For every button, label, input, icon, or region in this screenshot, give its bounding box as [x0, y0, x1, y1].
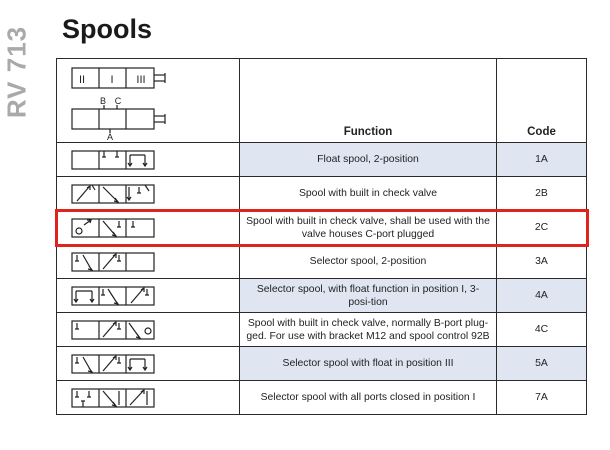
selector-2pos-symbol [57, 245, 240, 278]
function-cell: Selector spool, with float function in position I, 3-posi-tion [240, 279, 497, 313]
spool-symbol-cell [57, 245, 240, 279]
table-row [57, 381, 587, 415]
valve-legend-symbol [57, 61, 240, 141]
table-row [57, 245, 587, 279]
float-spool-symbol [57, 143, 240, 176]
spool-symbol-cell [57, 347, 240, 381]
spool-symbol-cell [57, 381, 240, 415]
spool-symbol-cell [57, 143, 240, 177]
spools-table [56, 58, 587, 415]
header-symbol-cell [57, 59, 240, 143]
function-cell: Float spool, 2-position [240, 143, 497, 177]
check-valve-b-plugged-symbol [57, 313, 240, 346]
spool-symbol-cell [57, 279, 240, 313]
spool-symbol-cell [57, 313, 240, 347]
side-label: RV 713 [1, 25, 32, 119]
code-cell: 5A [497, 347, 587, 381]
port-label-b: B [99, 95, 107, 106]
spool-symbol-cell [57, 211, 240, 245]
position-label-2: I [110, 73, 114, 86]
code-cell: 3A [497, 245, 587, 279]
code-cell: 4C [497, 313, 587, 347]
page-title: Spools [62, 14, 153, 44]
code-cell: 4A [497, 279, 587, 313]
code-cell: 7A [497, 381, 587, 415]
check-valve-spool-symbol [57, 177, 240, 210]
table-row [57, 313, 587, 347]
code-cell: 2B [497, 177, 587, 211]
check-valve-c-plugged-symbol [57, 211, 240, 244]
selector-float-pos1-symbol [57, 279, 240, 312]
function-cell: Selector spool with float in position III [240, 347, 497, 381]
port-label-c: C [114, 95, 122, 106]
port-label-a: A [106, 131, 114, 141]
function-cell: Spool with built in check valve [240, 177, 497, 211]
table-row [57, 279, 587, 313]
code-header: Code [497, 59, 587, 143]
code-cell: 2C [497, 211, 587, 245]
function-cell: Spool with built in check valve, shall be used with the valve houses C-port plugged [240, 211, 497, 245]
function-cell: Selector spool, 2-position [240, 245, 497, 279]
table-header-row [57, 59, 587, 143]
table-row [57, 347, 587, 381]
function-header: Function [240, 59, 497, 143]
selector-float-pos3-symbol [57, 347, 240, 380]
spool-symbol-cell [57, 177, 240, 211]
code-cell: 1A [497, 143, 587, 177]
position-label-3: III [136, 73, 146, 86]
table-row [57, 143, 587, 177]
table-row [57, 177, 587, 211]
function-cell: Spool with built in check valve, normally B-port plug-ged. For use with bracket M12 and spool control 92B [240, 313, 497, 347]
selector-closed-pos1-symbol [57, 381, 240, 414]
table-row-highlighted [57, 211, 587, 245]
function-cell: Selector spool with all ports closed in position I [240, 381, 497, 415]
position-label-1: II [78, 73, 86, 86]
